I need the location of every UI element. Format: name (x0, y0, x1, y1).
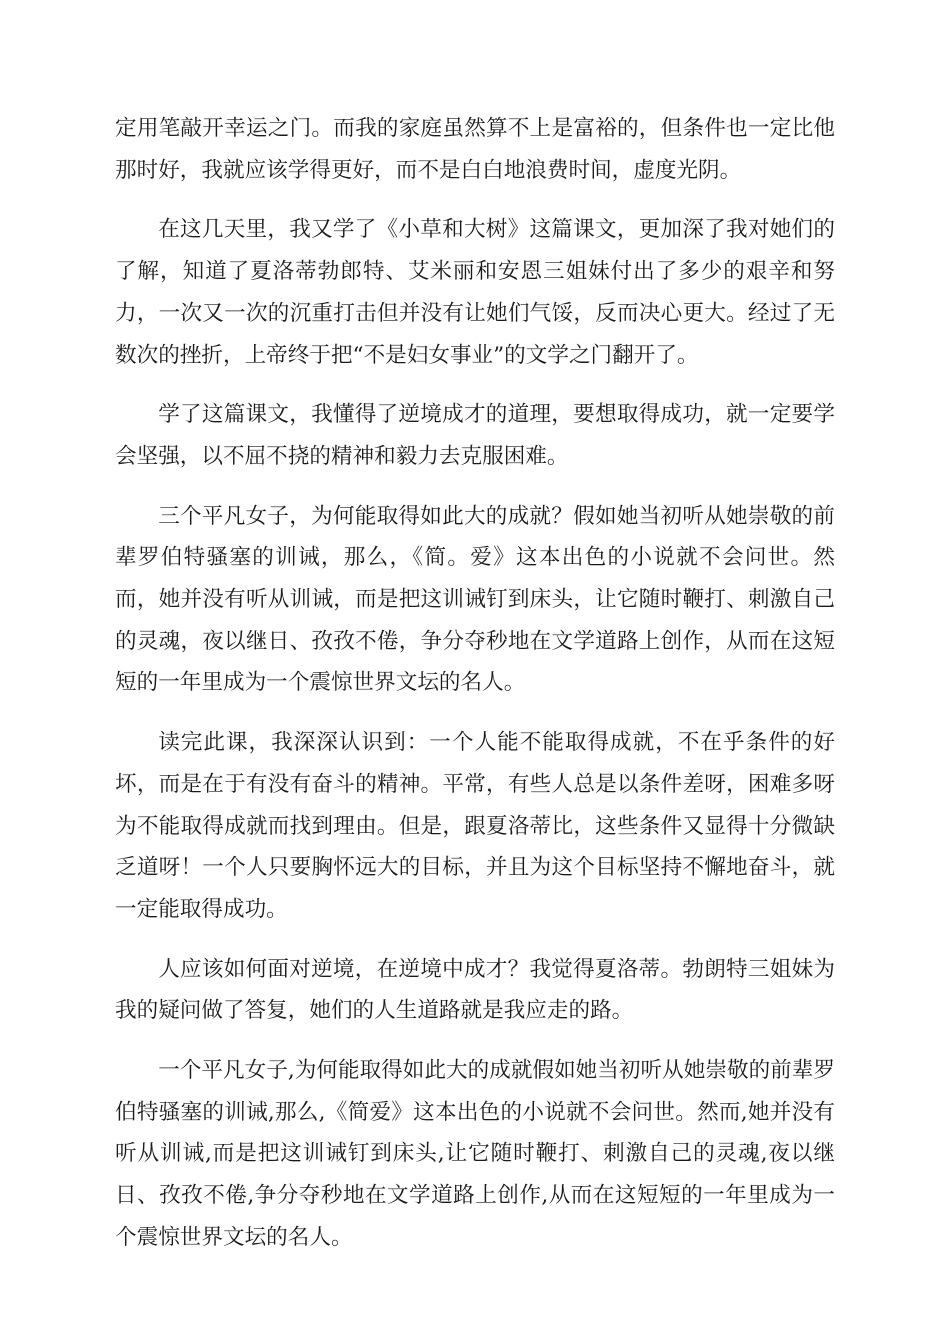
paragraph-7: 一个平凡女子,为何能取得如此大的成就假如她当初听从她崇敬的前辈罗伯特骚塞的训诫,那么,《简爱》这本出色的小说就不会问世。然而,她并没有听从训诫,而是把这训诫钉到床头,让它随时鞭打、刺激自己的灵魂,夜以继日、孜孜不倦,争分夺秒地在文学道路上创作,从而在这短短的一年里成为一个震惊世界文坛的名人。 (115, 1058, 835, 1250)
document-body (115, 108, 835, 1277)
paragraph-1: 定用笔敲开幸运之门。而我的家庭虽然算不上是富裕的，但条件也一定比他那时好，我就应该学得更好，而不是白白地浪费时间，虚度光阴。 (115, 116, 835, 183)
paragraph-5: 读完此课，我深深认识到：一个人能不能取得成就，不在乎条件的好坏，而是在于有没有奋斗的精神。平常，有些人总是以条件差呀，困难多呀为不能取得成就而找到理由。但是，跟夏洛蒂比，这些条件又显得十分微缺乏道呀！一个人只要胸怀远大的目标，并且为这个目标坚持不懈地奋斗，就一定能取得成功。 (115, 730, 835, 922)
paragraph-3: 学了这篇课文，我懂得了逆境成才的道理，要想取得成功，就一定要学会坚强，以不屈不挠的精神和毅力去克服困难。 (115, 402, 835, 469)
paragraph-4: 三个平凡女子，为何能取得如此大的成就？假如她当初听从她崇敬的前辈罗伯特骚塞的训诫，那么，《简。爱》这本出色的小说就不会问世。然而，她并没有听从训诫，而是把这训诫钉到床头，让它随时鞭打、刺激自己的灵魂，夜以继日、孜孜不倦，争分夺秒地在文学道路上创作，从而在这短短的一年里成为一个震惊世界文坛的名人。 (115, 503, 835, 696)
paragraph-2: 在这几天里，我又学了《小草和大树》这篇课文，更加深了我对她们的了解，知道了夏洛蒂勃郎特、艾米丽和安恩三姐妹付出了多少的艰辛和努力，一次又一次的沉重打击但并没有让她们气馁，反而决心更大。经过了无数次的挫折，上帝终于把“不是妇女事业”的文学之门翻开了。 (115, 217, 835, 368)
paragraph-6: 人应该如何面对逆境，在逆境中成才？我觉得夏洛蒂。勃朗特三姐妹为我的疑问做了答复，她们的人生道路就是我应走的路。 (115, 956, 835, 1024)
